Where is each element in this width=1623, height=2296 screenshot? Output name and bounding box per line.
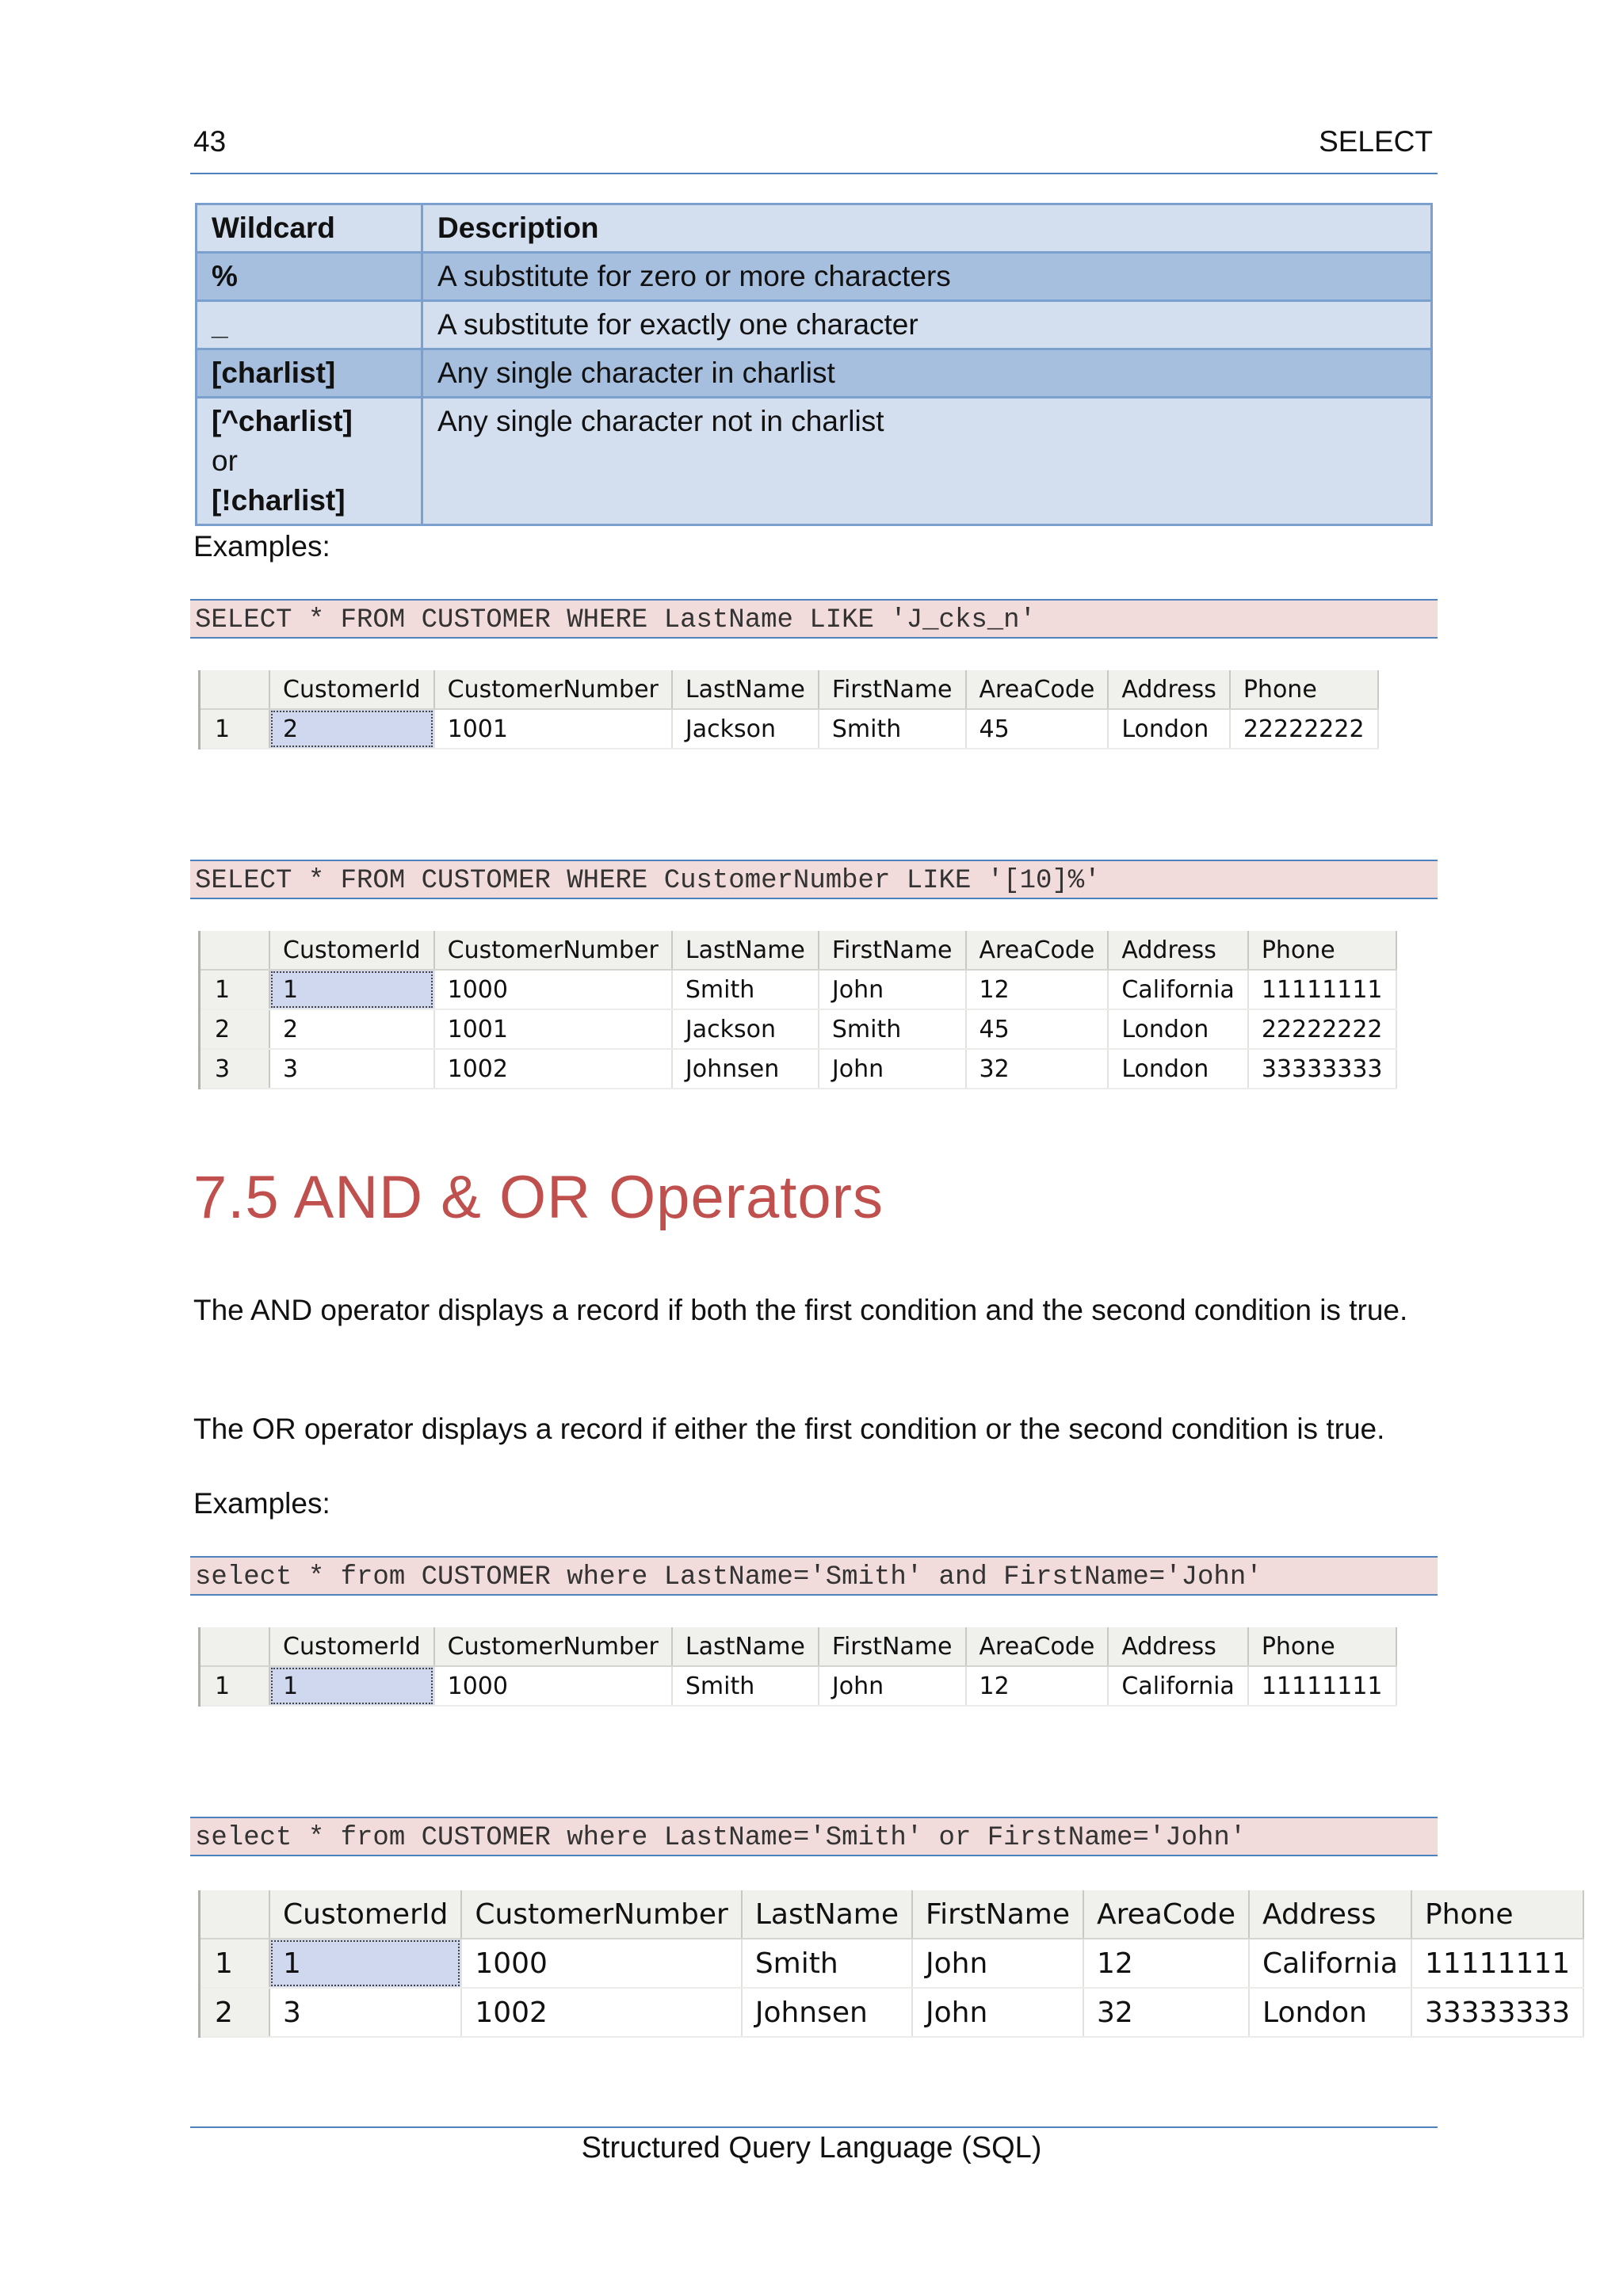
row-number-header [200, 670, 270, 709]
wildcard-symbol: [^charlist] [212, 405, 353, 437]
grid-header-row [200, 670, 1378, 709]
grid-cell[interactable]: California [1108, 1666, 1247, 1706]
col-header-phone: Phone [1230, 670, 1378, 709]
grid-cell[interactable]: John [819, 1666, 966, 1706]
footer-rule [190, 2126, 1438, 2128]
row-number: 1 [200, 1666, 270, 1706]
col-header-lastname: LastName [672, 1627, 819, 1666]
grid-cell[interactable]: John [819, 1049, 966, 1089]
col-header-phone: Phone [1411, 1890, 1583, 1939]
col-header-phone: Phone [1248, 1627, 1396, 1666]
col-header-firstname: FirstName [912, 1890, 1083, 1939]
code-block-query-1: SELECT * FROM CUSTOMER WHERE LastName LIKE 'J_cks_n' [190, 599, 1438, 639]
col-header-description: Description [422, 204, 1432, 253]
grid-cell[interactable]: 1002 [434, 1049, 672, 1089]
grid-cell[interactable]: 32 [966, 1049, 1109, 1089]
col-header-areacode: AreaCode [966, 670, 1109, 709]
wildcard-table-header [197, 204, 1432, 253]
grid-header-row [200, 1890, 1584, 1939]
wildcard-table [195, 203, 1433, 526]
col-header-address: Address [1249, 1890, 1411, 1939]
grid-cell[interactable]: John [912, 1939, 1083, 1988]
grid-cell[interactable]: 1000 [461, 1939, 741, 1988]
grid-cell[interactable]: 12 [966, 970, 1109, 1009]
col-header-lastname: LastName [742, 1890, 912, 1939]
grid-cell[interactable]: Jackson [672, 1009, 819, 1049]
grid-cell[interactable]: John [819, 970, 966, 1009]
grid-cell[interactable]: Smith [819, 709, 966, 749]
wildcard-row [197, 301, 1432, 349]
result-grid-2 [198, 931, 1397, 1089]
grid-cell[interactable]: 12 [1083, 1939, 1249, 1988]
table-row[interactable] [200, 1939, 1584, 1988]
grid-header-row [200, 1627, 1396, 1666]
table-row[interactable] [200, 1049, 1396, 1089]
wildcard-symbol-group [197, 398, 422, 525]
page-header [193, 125, 1436, 163]
section-heading: 7.5 AND & OR Operators [193, 1164, 884, 1231]
grid-cell[interactable]: 12 [966, 1666, 1109, 1706]
and-operator-paragraph: The AND operator displays a record if both the first condition and the second condition is true. [193, 1294, 1408, 1326]
grid-cell[interactable]: 33333333 [1411, 1988, 1583, 2037]
section-name: SELECT [1319, 125, 1433, 158]
grid-header-row [200, 931, 1396, 970]
col-header-areacode: AreaCode [966, 1627, 1109, 1666]
grid-cell[interactable]: 1 [269, 970, 434, 1009]
col-header-customerid: CustomerId [269, 931, 434, 970]
col-header-address: Address [1108, 1627, 1247, 1666]
grid-cell[interactable]: California [1108, 970, 1247, 1009]
wildcard-symbol-alt: [!charlist] [212, 484, 346, 517]
table-row[interactable] [200, 1666, 1396, 1706]
table-row[interactable] [200, 1988, 1584, 2037]
row-number: 2 [200, 1988, 270, 2037]
grid-cell[interactable]: London [1108, 1009, 1247, 1049]
grid-cell[interactable]: Smith [819, 1009, 966, 1049]
wildcard-description: Any single character not in charlist [422, 398, 1432, 525]
col-header-firstname: FirstName [819, 931, 966, 970]
wildcard-symbol: % [197, 253, 422, 301]
col-header-wildcard: Wildcard [197, 204, 422, 253]
grid-cell[interactable]: 11111111 [1248, 1666, 1396, 1706]
grid-cell[interactable]: Smith [672, 1666, 819, 1706]
result-grid-3 [198, 1627, 1397, 1707]
wildcard-row [197, 253, 1432, 301]
grid-cell[interactable]: John [912, 1988, 1083, 2037]
col-header-customerid: CustomerId [269, 1890, 461, 1939]
col-header-phone: Phone [1248, 931, 1396, 970]
grid-cell[interactable]: 11111111 [1248, 970, 1396, 1009]
examples-label: Examples: [193, 1487, 330, 1520]
result-grid-1 [198, 670, 1379, 749]
grid-cell[interactable]: London [1249, 1988, 1411, 2037]
row-number: 1 [200, 709, 270, 749]
wildcard-description: A substitute for exactly one character [422, 301, 1432, 349]
or-operator-paragraph: The OR operator displays a record if either the first condition or the second condition is true. [193, 1413, 1385, 1445]
examples-label: Examples: [193, 530, 330, 563]
grid-cell[interactable]: 1002 [461, 1988, 741, 2037]
grid-cell[interactable]: London [1108, 1049, 1247, 1089]
row-number: 1 [200, 970, 270, 1009]
wildcard-or: or [212, 444, 238, 477]
col-header-address: Address [1108, 670, 1229, 709]
grid-cell[interactable]: London [1108, 709, 1229, 749]
col-header-lastname: LastName [672, 931, 819, 970]
col-header-customernumber: CustomerNumber [434, 1627, 672, 1666]
code-block-query-3: select * from CUSTOMER where LastName='Smith' and FirstName='John' [190, 1556, 1438, 1596]
col-header-lastname: LastName [672, 670, 819, 709]
row-number-header [200, 931, 270, 970]
grid-cell[interactable]: 33333333 [1248, 1049, 1396, 1089]
code-block-query-4: select * from CUSTOMER where LastName='Smith' or FirstName='John' [190, 1817, 1438, 1856]
grid-cell[interactable]: 45 [966, 1009, 1109, 1049]
row-number: 1 [200, 1939, 270, 1988]
page-footer: Structured Query Language (SQL) [581, 2131, 1042, 2164]
grid-cell[interactable]: 3 [269, 1988, 461, 2037]
result-grid-4 [198, 1890, 1584, 2038]
col-header-firstname: FirstName [819, 1627, 966, 1666]
col-header-firstname: FirstName [819, 670, 966, 709]
grid-cell[interactable]: Smith [672, 970, 819, 1009]
page-number: 43 [193, 125, 227, 158]
grid-cell[interactable]: 1000 [434, 1666, 672, 1706]
grid-cell[interactable]: 45 [966, 709, 1109, 749]
col-header-customerid: CustomerId [269, 670, 434, 709]
col-header-customernumber: CustomerNumber [461, 1890, 741, 1939]
wildcard-description: Any single character in charlist [422, 349, 1432, 398]
grid-cell[interactable]: 1000 [434, 970, 672, 1009]
grid-cell[interactable]: 22222222 [1248, 1009, 1396, 1049]
table-row[interactable] [200, 709, 1378, 749]
row-number: 2 [200, 1009, 270, 1049]
grid-cell[interactable]: 1 [269, 1939, 461, 1988]
grid-cell[interactable]: 11111111 [1411, 1939, 1583, 1988]
grid-cell[interactable]: 3 [269, 1049, 434, 1089]
grid-cell[interactable]: 1001 [434, 1009, 672, 1049]
grid-cell[interactable]: 22222222 [1230, 709, 1378, 749]
row-number-header [200, 1627, 270, 1666]
col-header-areacode: AreaCode [1083, 1890, 1249, 1939]
wildcard-row [197, 398, 1432, 525]
wildcard-symbol: [charlist] [197, 349, 422, 398]
col-header-customernumber: CustomerNumber [434, 670, 672, 709]
col-header-address: Address [1108, 931, 1247, 970]
wildcard-symbol: _ [197, 301, 422, 349]
row-number: 3 [200, 1049, 270, 1089]
grid-cell[interactable]: 2 [269, 709, 434, 749]
grid-cell[interactable]: 1001 [434, 709, 672, 749]
grid-cell[interactable]: California [1249, 1939, 1411, 1988]
grid-cell[interactable]: Jackson [672, 709, 819, 749]
table-row[interactable] [200, 1009, 1396, 1049]
col-header-customernumber: CustomerNumber [434, 931, 672, 970]
header-rule [190, 173, 1438, 174]
code-block-query-2: SELECT * FROM CUSTOMER WHERE CustomerNumber LIKE '[10]%' [190, 860, 1438, 899]
grid-cell[interactable]: 32 [1083, 1988, 1249, 2037]
grid-cell[interactable]: Johnsen [672, 1049, 819, 1089]
wildcard-description: A substitute for zero or more characters [422, 253, 1432, 301]
grid-cell[interactable]: Smith [742, 1939, 912, 1988]
wildcard-row [197, 349, 1432, 398]
grid-cell[interactable]: 1 [269, 1666, 434, 1706]
grid-cell[interactable]: 2 [269, 1009, 434, 1049]
row-number-header [200, 1890, 270, 1939]
col-header-areacode: AreaCode [966, 931, 1109, 970]
grid-cell[interactable]: Johnsen [742, 1988, 912, 2037]
table-row[interactable] [200, 970, 1396, 1009]
col-header-customerid: CustomerId [269, 1627, 434, 1666]
